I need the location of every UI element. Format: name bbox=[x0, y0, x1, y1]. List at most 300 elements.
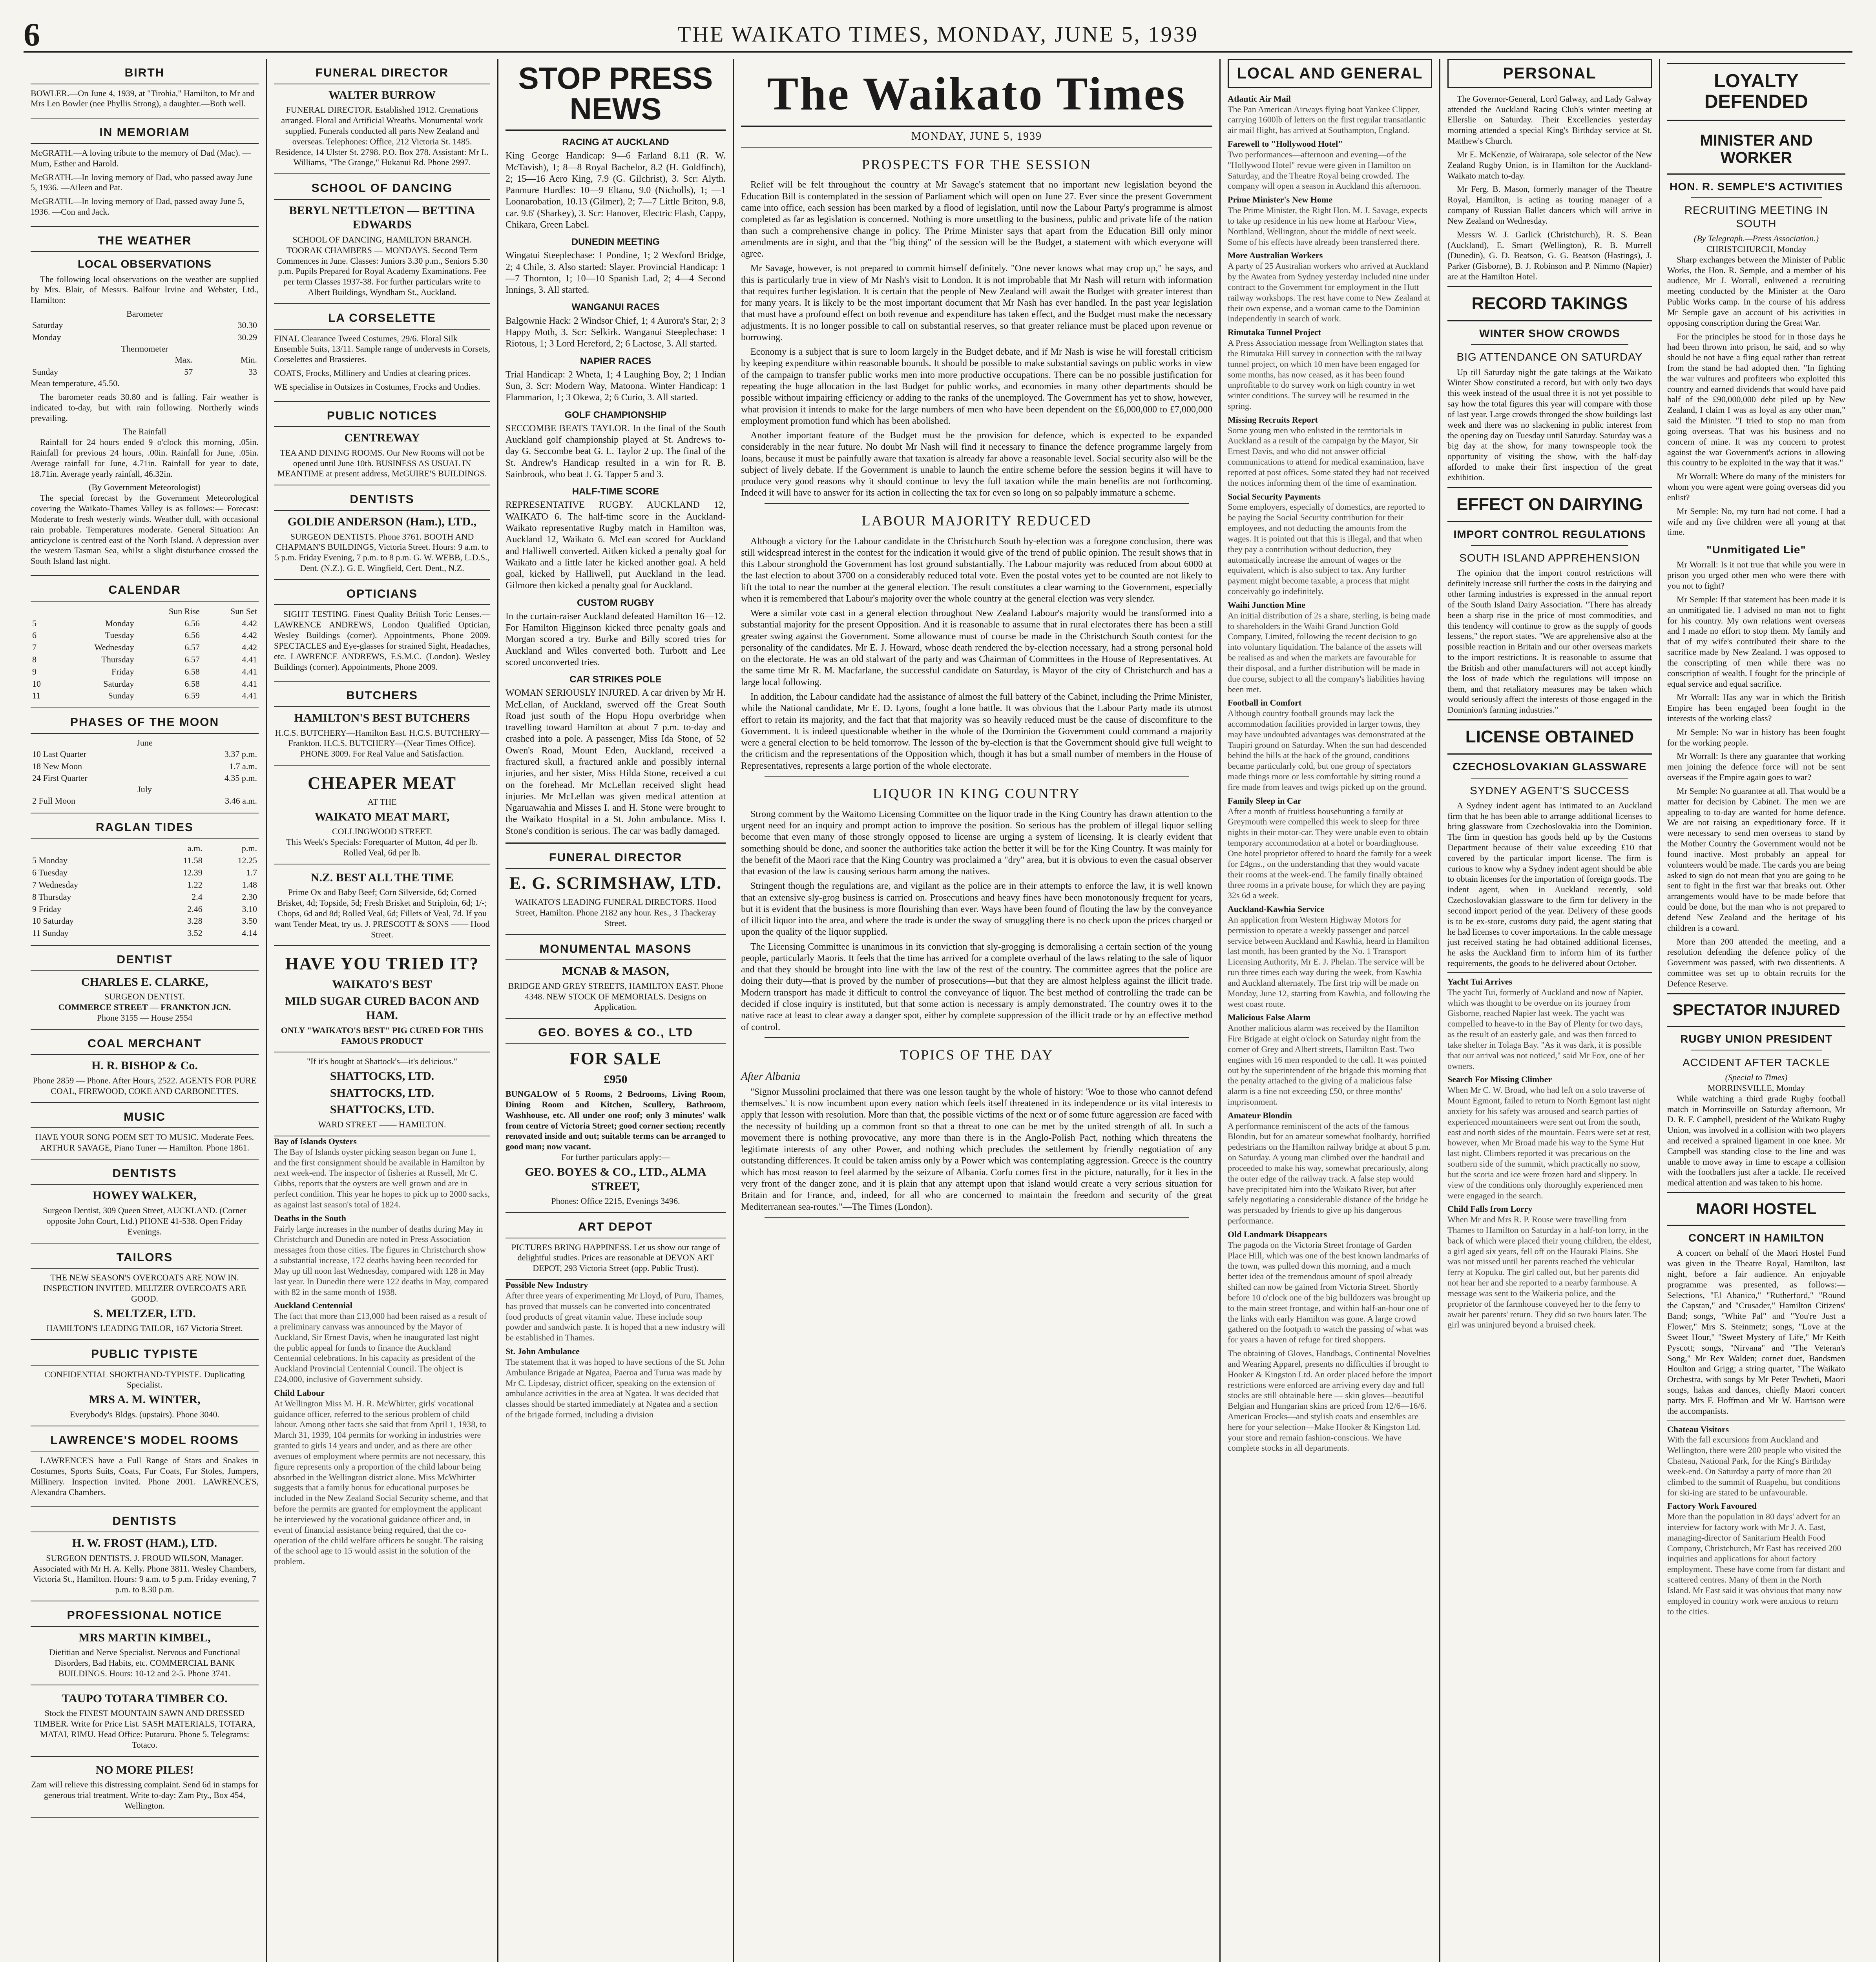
news-head: St. John Ambulance bbox=[505, 1346, 580, 1357]
memoriam-entry: McGRATH.—In loving memory of Dad, who passed away June 5, 1936. —Aileen and Pat. bbox=[31, 172, 253, 193]
news-head: Chateau Visitors bbox=[1667, 1424, 1729, 1434]
corselette-item: COATS, Frocks, Millinery and Undies at clearing prices. bbox=[274, 368, 471, 378]
stop-press-title: STOP PRESS NEWS bbox=[505, 59, 726, 131]
racing-head: GOLF CHAMPIONSHIP bbox=[564, 409, 667, 420]
dentist-phone: Phone 3155 — House 2554 bbox=[97, 1012, 193, 1023]
news-item bbox=[505, 1346, 726, 1420]
table-cell: 4.41 bbox=[242, 678, 257, 689]
funeral-title: FUNERAL DIRECTOR bbox=[505, 848, 726, 869]
news-body: An initial distribution of 2s a share, sterling, is being made to shareholders in the Waihi Grand Junction Gold Company, Limited, following the recent decision to go into voluntary liquidation. The balance of the assets will be realised as and when the markets are favourable for their disposal, and a further distribution will be made in due course, subject to all the company's liabilities having been met. bbox=[1228, 610, 1431, 694]
editorial-paragraph: Economy is a subject that is sure to loom largely in the Budget debate, and if Mr Nash is wise he will forestall criticism by keeping expenditure within reasonable bounds. It should be possible to make substantial savings on public works in view of the campaign to transfer public works men into more productive occupations. There can be no possible justification for repeating the huge allocation in the last Budget for public works, and economies in many other departments should be possible without impairing efficiency or adding to the ranks of the unemployed. The Government has yet to show, however, what provision it intends to make for the large numbers of men who have been dependent on the £6,000,000 to £7,000,000 employment promotion fund which has been abolished. bbox=[741, 347, 1212, 426]
table-cell: 4.35 p.m. bbox=[224, 773, 257, 783]
table-row bbox=[31, 618, 259, 630]
moon-table bbox=[31, 748, 259, 784]
news-item bbox=[1228, 904, 1432, 1009]
table-cell: 8 Thursday bbox=[32, 892, 71, 902]
typist-title: PUBLIC TYPISTE bbox=[31, 1344, 259, 1366]
shattock-ad bbox=[274, 1052, 490, 1136]
news-body: Fairly large increases in the number of deaths during May in Christchurch and Dunedin are noted in Press Association messages from those cities. The figures in Christchurch show a substantial increase, 172 deaths having been recorded for May up till noon last Wednesday, compared with 128 in May last year. In Dunedin there were 122 deaths in May, compared with 82 in the same month of 1938. bbox=[274, 1224, 488, 1297]
thermometer-label: Thermometer bbox=[121, 343, 168, 354]
news-body: A party of 25 Australian workers who arrived at Auckland by the Awatea from Sydney yesterday included nine under contract to the Government for employment in the Hutt railway workshops. The rest have come to New Zealand at their own expense, and a woman came to the Dominion independently in search of work. bbox=[1228, 261, 1431, 324]
mean-temperature: Mean temperature, 45.50. bbox=[31, 378, 120, 388]
news-body: When Mr C. W. Broad, who had left on a solo traverse of Mount Egmont, failed to return to North Egmont last night anxiety for his safety was aroused and search parties of experienced mountaineers were sent out from the south, east and north sides of the mountain. Fears were set at rest, however, when Mr Broad made his way to the Syme Hut last night. Climbers reported it was precarious on the southern side of the summit, which practically no snow, but the scoria and ice were frozen hard and slippery. In view of the conditions only thoroughly experienced men were engaged in the search. bbox=[1447, 1085, 1651, 1200]
dentist-address: COMMERCE STREET — FRANKTON JCN. bbox=[58, 1002, 231, 1012]
tides-title: RAGLAN TIDES bbox=[31, 817, 259, 839]
table-header bbox=[31, 842, 259, 855]
monumental-name: MCNAB & MASON, bbox=[562, 965, 669, 978]
table-cell: 1.22 bbox=[187, 879, 203, 890]
table-row bbox=[31, 927, 259, 939]
for-sale-text: BUNGALOW of 5 Rooms, 2 Bedrooms, Living Room, Dining Room and Kitchen, Scullery, Bathroom, Washhouse, etc. All under one roof; only 3 minutes' walk from centre of Victoria Street; good corner section; recently renovated inside and out; suitable terms can be arranged to good man; now vacant. bbox=[505, 1089, 726, 1152]
table-cell: 5 bbox=[32, 618, 36, 628]
loyalty-paragraph: Mr Semple: No, my turn had not come. I had a wife and my five children were all young at that time. bbox=[1667, 506, 1845, 537]
news-item bbox=[1228, 796, 1432, 901]
centreway-name: CENTREWAY bbox=[344, 431, 420, 445]
bacon-headline: HAVE YOU TRIED IT? bbox=[285, 954, 479, 974]
moon-section bbox=[31, 708, 259, 813]
loyalty-paragraph: Mr Semple: No war in history has been fought for the working people. bbox=[1667, 727, 1845, 748]
racing-block bbox=[505, 674, 726, 837]
table-row: Sunday 57 33 bbox=[32, 367, 257, 377]
music-text: HAVE YOUR SONG POEM SET TO MUSIC. Moderate Fees. ARTHUR SAVAGE, Piano Tuner — Hamilton. Phone 1861. bbox=[35, 1132, 254, 1153]
table-cell: 3.28 bbox=[187, 916, 203, 926]
divider bbox=[1471, 344, 1628, 345]
timber-ad bbox=[31, 1685, 259, 1757]
racing-block bbox=[505, 301, 726, 350]
editorial-headline: PROSPECTS FOR THE SESSION bbox=[861, 156, 1092, 172]
thermometer-table bbox=[31, 354, 259, 378]
table-cell: 7 Wednesday bbox=[32, 879, 78, 890]
news-body: The Pan American Airways flying boat Yankee Clipper, carrying 1600lb of letters on the first regular transatlantic air mail flight, has arrived at Southampton, England. bbox=[1228, 104, 1426, 135]
loyalty-subhead: "Unmitigated Lie" bbox=[1706, 543, 1806, 556]
typist-name: MRS A. M. WINTER, bbox=[89, 1393, 201, 1406]
col2-news bbox=[274, 1136, 490, 1567]
racing-head: CAR STRIKES POLE bbox=[569, 674, 662, 685]
page-number: 6 bbox=[24, 16, 40, 53]
professional-name: MRS MARTIN KIMBEL, bbox=[78, 1631, 211, 1644]
news-body: Some employers, especially of domestics, are reported to be paying the Social Security contribution for their employees, and not deducting the amounts from the wages. It is pointed out that this is illegal, and that when they pay a contribution without deduction, they automatically increase the amount of wages or the equivalent, which is also subject to tax. Any further payment might become taxable, a process that might conceivably go indefinitely. bbox=[1228, 502, 1425, 596]
rainfall-text: Rainfall for 24 hours ended 9 o'clock this morning, .05in. Rainfall for previous 24 hours, .00in. Rainfall for June, .05in. Average rainfall for June, 4.71in. Rainfall for year to date, 18.71in. Average yearly rainfall, 46.32in. bbox=[31, 437, 259, 479]
news-head: Old Landmark Disappears bbox=[1228, 1229, 1327, 1239]
racing-block bbox=[505, 597, 726, 669]
table-cell: 2.30 bbox=[242, 892, 257, 902]
racing-body: Balgownie Hack: 2 Windsor Chief, 1; 4 Aurora's Star, 2; 3 Happy Moth, 3. Scr: Selkirk. Wanganui Steeplechase: 1 Riotous, 1; 3 Lord Hereford, 2; 6 Lactose, 3. All started. bbox=[505, 315, 726, 349]
editorial-paragraph: Relief will be felt throughout the country at Mr Savage's statement that no important new legislation beyond the Education Bill is contemplated in the session of Parliament which will open on June 27. Ever since the present Government came into office, each session has been marked by a flood of legislation, until now the Labour Party's programme is almost completed as far as legislation is concerned. Nothing is more unsettling to the business, public and private life of the nation than such a comprehensive change in policy. The Prime Minister says that apart from the Education Bill only minor amendments are in sight, and that the "big thing" of the session will be the Budget, a statement with which everyone will agree. bbox=[741, 180, 1212, 259]
editorial-paragraph: Strong comment by the Waitomo Licensing Committee on the liquor trade in the King Country has drawn attention to the urgent need for an inquiry and prompt action to improve the position. So serious has the problem of illegal liquor selling become that even many of those strongly opposed to license are urging a system of licensing. It is clearly evident that something should be done, and sooner the authorities take action the better it will be for the King Country. It was mainly for the benefit of the Maori race that the King Country was proclaimed a "dry" area, but it is obvious to even the casual observer that evasion of the law is causing serious harm among the natives. bbox=[741, 809, 1212, 877]
coal-name: H. R. BISHOP & Co. bbox=[91, 1059, 198, 1072]
table-cell: 6.58 bbox=[184, 678, 200, 689]
table-header bbox=[31, 605, 259, 618]
table-cell: 11.58 bbox=[183, 855, 203, 866]
dairying-text: The opinion that the import control restrictions will definitely increase still further the costs in the dairying and other farming industries is expressed in the annual report of the South Island Dairy Association. "There has already been a sharp rise in the price of most commodities, and this tendency will continue to grow as the supply of goods lessens," the report states. "We are apprehensive also at the possible reaction in Britain and our other overseas markets to the import restrictions. It is reasonable to assume that the British and other manufacturers will not accept kindly the loss of trade which the regulations will impose on them, and that retaliatory measures may be taken which would seriously affect the interests of those engaged in the Dominion's farming industries." bbox=[1447, 568, 1652, 715]
racing-body: SECCOMBE BEATS TAYLOR. In the final of the South Auckland golf championship played at St. Andrews to-day G. Seccombe beat G. L. Taylor 2 up. The final of the St. Andrew's Handicap resulted in a win for R. B. Sainbrook, who beat J. G. Tapper 5 and 3. bbox=[505, 423, 726, 480]
shattock-address: WARD STREET —— HAMILTON. bbox=[318, 1120, 446, 1130]
news-body: Some young men who enlisted in the territorials in Auckland as a result of the campaign by the Mayor, Sir Ernest Davis, and who did not answer official communications to attend for medical examination, have reported at post offices. Some stated they had not received the notices informing them of the time of examination. bbox=[1228, 425, 1429, 488]
table-cell: 3.46 a.m. bbox=[225, 796, 257, 806]
barometer-table bbox=[31, 319, 259, 344]
bacon-brand: WAIKATO'S BEST bbox=[332, 978, 432, 991]
dancing-names: BERYL NETTLETON — BETTINA EDWARDS bbox=[289, 204, 475, 232]
racing-block bbox=[505, 137, 726, 231]
racing-block bbox=[505, 486, 726, 591]
news-item bbox=[1228, 1229, 1432, 1345]
racing-head: WANGANUI RACES bbox=[571, 302, 660, 313]
spectator-head: SPECTATOR INJURED bbox=[1667, 993, 1845, 1027]
record-takings-sub2: BIG ATTENDANCE ON SATURDAY bbox=[1456, 351, 1643, 363]
table-cell: Saturday bbox=[103, 678, 134, 689]
spectator-byline: (Special to Times) bbox=[1725, 1072, 1788, 1083]
table-cell: 12.25 bbox=[237, 855, 257, 866]
news-body: Although country football grounds may lack the accommodation facilities provided in larger towns, they may have undoubted advantages was demonstrated at the Taupiri ground on Saturday. When the sun had descended behind the hills at the back of the ground, conditions became particularly cold, but one group of spectators made things more or less comfortable by sitting round a fire made from leaves and twigs picked up on the ground. bbox=[1228, 708, 1427, 792]
table-cell: 5 Monday bbox=[32, 855, 68, 866]
news-item bbox=[1228, 1110, 1432, 1226]
barometer-note: The barometer reads 30.80 and is falling. Fair weather is indicated to-day, but with rain following. Northerly winds prevailing. bbox=[31, 392, 259, 423]
table-row bbox=[31, 748, 259, 760]
loyalty-paragraph: Mr Semple: If that statement has been made it is an unmitigated lie. I advised no man not to fight for his country. My own relations went overseas and I made no effort to stop them. My family and that of my wife's contributed their share to the sacrifice made by New Zealand. I was opposed to the conscripting of men while there was no conscription of wealth. I fought for the principle of equal service and equal sacrifice. bbox=[1667, 594, 1845, 689]
racing-block bbox=[505, 356, 726, 404]
table-cell: 8 bbox=[32, 655, 36, 664]
for-sale-phone: Phones: Office 2215, Evenings 3496. bbox=[551, 1196, 680, 1206]
editorial-paragraph: Although a victory for the Labour candidate in the Christchurch South by-election was a foregone conclusion, there was still widespread interest in the contest for the indication it would give of the trend of public opinion. The result shows that in this Labour stronghold the Government has lost ground substantially. The Labour majority was reduced from about 6000 at the last election to about 3700 on a considerably reduced total vote. Even the postal votes yet to be counted are not likely to lift the total to near the number at the general election. The result constitutes a clear warning to the Government, especially when it is remembered that Labour's majority over the whole country at the general election was very slender. bbox=[741, 536, 1212, 604]
table-cell: 9 bbox=[32, 666, 36, 676]
weather-subtitle: LOCAL OBSERVATIONS bbox=[77, 258, 212, 270]
moon-month: July bbox=[137, 784, 152, 795]
news-body: More than the population in 80 days' advert for an interview for factory work with Mr J. A. East, managing-director of Sanitarium Health Food Company, Christchurch, Mr East has received 200 inquiries and applications for about factory employment. These have come from far distant and scattered centres. Many of them in the North Island. Mr East said it was obvious that many now employed in country work were anxious to return to the cities. bbox=[1667, 1512, 1845, 1616]
news-body: An application from Western Highway Motors for permission to operate a weekly passenger and parcel service between Auckland and Kawhia, heard in Hamilton last month, has been granted by the No. 1 Transport Licensing Authority, Mr E. J. Phelan. The service will be run three times each way during the week, from Kawhia and Auckland alternately. The first trip will be made on Monday, June 12, starting from Kawhia, and following the west coast route. bbox=[1228, 914, 1431, 1009]
editorial-paragraph: Were a similar vote cast in a general election throughout New Zealand Labour's majority would be transformed into a substantial majority for the present Opposition. And it is reasonable to assume that in rural electorates there has been a still greater swing against the Government. Some allowance must of course be made in the Christchurch South contest for the personality of the candidates. Mr E. J. Howard, whose death rendered the by-election necessary, had a strong personal hold on the electorate. He was an old stalwart of the party and was Chairman of Committees in the House of Representatives. At the same time Mr R. M. Macfarlane, the successful candidate on Saturday, is Mayor of the city of Christchurch and has a large local following. bbox=[741, 608, 1212, 687]
loyalty-head2: MINISTER AND WORKER bbox=[1667, 125, 1845, 175]
table-row bbox=[31, 642, 259, 654]
bacon-text: ONLY "WAIKATO'S BEST" PIG CURED FOR THIS FAMOUS PRODUCT bbox=[281, 1025, 484, 1046]
weather-section bbox=[31, 227, 259, 576]
table-cell: 6.58 bbox=[184, 666, 200, 676]
nz-best-name: N.Z. BEST ALL THE TIME bbox=[310, 871, 454, 884]
table-row bbox=[31, 654, 259, 666]
music-title: MUSIC bbox=[31, 1107, 259, 1129]
table-cell: 1.7 bbox=[246, 868, 257, 878]
table-cell: 3.50 bbox=[242, 916, 257, 926]
table-cell: 9 Friday bbox=[32, 904, 61, 914]
table-cell: 4.42 bbox=[242, 618, 257, 628]
editorial-date: MONDAY, JUNE 5, 1939 bbox=[741, 127, 1212, 147]
racing-head: NAPIER RACES bbox=[580, 356, 651, 367]
news-head: Child Falls from Lorry bbox=[1447, 1204, 1533, 1214]
racing-block bbox=[505, 409, 726, 481]
personal-para: Messrs W. J. Garlick (Christchurch), R. S. Bean (Auckland), E. Smart (Wellington), R. B. Murrell (Dunedin), G. D. Beatson, G. G. Beatson (Hastings), J. Parker (Gisborne), B. J. Robinson and P. Nimmo (Napier) are at the Hamilton Hotel. bbox=[1447, 229, 1652, 282]
news-item bbox=[1228, 415, 1432, 489]
loyalty-paragraph: For the principles he stood for in those days he had been thrown into prison, he said, and so why should he not have a fling equal rather than retreat from the stand he had adopted then. "In fighting the war vultures and profiteers who exploited this country and earned dividends that would have paid half of the £90,000,000 debt piled up by New Zealand, I claim I was as loyal as any other man," said the Minister. "I tried to stop no man from going overseas. That was his business and no concern of mine. It was my concern to protest against the war Government's actions in allowing this country to be exploited in the way that it was." bbox=[1667, 331, 1845, 468]
table-cell: 10 bbox=[32, 678, 41, 689]
tides-table bbox=[31, 842, 259, 939]
calendar-title: CALENDAR bbox=[31, 580, 259, 602]
table-cell: Sunday bbox=[108, 691, 134, 701]
loyalty-byline: (By Telegraph.—Press Association.) bbox=[1694, 233, 1819, 244]
art-depot-text: PICTURES BRING HAPPINESS. Let us show our range of delightful studies. Prices are reasonable at DEVON ART DEPOT, 293 Victoria Street (opp. Public Trust). bbox=[511, 1242, 720, 1273]
music-ad bbox=[31, 1103, 259, 1160]
editorials bbox=[741, 156, 1212, 1218]
tailors-title: TAILORS bbox=[31, 1247, 259, 1269]
news-head: Rimutaka Tunnel Project bbox=[1228, 327, 1321, 337]
table-cell bbox=[31, 842, 150, 855]
dentists-title: DENTISTS bbox=[31, 1511, 259, 1533]
license-head: LICENSE OBTAINED bbox=[1447, 719, 1652, 755]
divider bbox=[1471, 778, 1628, 779]
news-item bbox=[1667, 1424, 1845, 1498]
typist-ad bbox=[31, 1340, 259, 1426]
editorial-paragraph: In addition, the Labour candidate had the assistance of almost the full battery of the Cabinet, including the Prime Minister, while the National candidate, Mr E. D. Lyons, fought a lone battle. It was obvious that the Labour Party made its utmost effort to retain its majority, and the fact that that majority was so heavily reduced must be the cause of discomfiture to the Government. It is indeed questionable whether in the whole of the Dominion the Government could command a majority were a general election to be held tomorrow. The lesson of the by-election is that the Government should give full weight to the criticism and the representations of the Opposition which, though it has but a small number of members in the House of Representatives, represents a large portion of the whole electorate. bbox=[741, 691, 1212, 771]
dentists-title: DENTISTS bbox=[274, 489, 490, 511]
news-head: Amateur Blondin bbox=[1228, 1110, 1292, 1120]
table-row bbox=[31, 795, 259, 807]
racing-head: RACING AT AUCKLAND bbox=[562, 137, 669, 148]
table-row: Saturday 30.30 bbox=[32, 320, 257, 330]
loyalty-head: LOYALTY DEFENDED bbox=[1667, 63, 1845, 121]
news-body: The Prime Minister, the Right Hon. M. J. Savage, expects to take up residence in his new home at Harbour View, Northland, Wellington, about the middle of next week. Some of his effects have already been transferred there. bbox=[1228, 205, 1427, 247]
editorial-paragraph: Stringent though the regulations are, and vigilant as the police are in their attempts to enforce the law, it is well known that an extensive sly-grog business is carried on. Prosecutions and heavy fines have been monotonously frequent for years, but it is evident that the business is more flourishing than ever. Ways have been found of flouting the law by the conveyance of illicit liquor into the area, and where the trade is under the sway of smuggling there is no check upon the prices charged or upon the quality of the liquor supplied. bbox=[741, 881, 1212, 937]
editorial-headline: LIQUOR IN KING COUNTRY bbox=[873, 785, 1080, 801]
public-notices bbox=[274, 402, 490, 486]
tailors-name: S. MELTZER, LTD. bbox=[93, 1307, 196, 1320]
typist-address: Everybody's Bldgs. (upstairs). Phone 3040. bbox=[70, 1409, 219, 1419]
table-cell: 4.41 bbox=[242, 666, 257, 676]
editorial-paragraph: "Signor Mussolini proclaimed that there was one lesson taught by the whole of history: 'Woe to those who cannot defend themselves.' It is now incumbent upon every nation which feels itself threatened in its independence or its vital interests to apply that lesson with resolution. More than that, the possible victims of the next or of some future aggression are faced with the necessity of building up a common front so that a threat to one can be met by the united strength of all. In such a movement there is nothing provocative, any more than there is in the Anglo-Polish Pact, nothing which threatens the legitimate interests of any other Power, and nothing which precludes the settlement by friendly negotiation of any outstanding differences. It could be taken amiss only by a Power which was contemplating aggression. Greece is the country which has most reason to feel alarmed by the seizure of Albania. Corfu comes first in the picture, naturally, for it lies in the very front of the danger zone, and it is plain that any attempt upon that island would create a very serious situation for Britain and for France, and, indeed, for all who are concerned to maintain the freedom and security of the great Mediterranean sea-routes."—The Times (London). bbox=[741, 1087, 1212, 1212]
news-head: Auckland-Kawhia Service bbox=[1228, 904, 1325, 914]
news-head: Factory Work Favoured bbox=[1667, 1501, 1757, 1511]
corselette-title: LA CORSELETTE bbox=[274, 308, 490, 330]
news-body: The statement that it was hoped to have sections of the St. John Ambulance Brigade at Ngatea, Paeroa and Turua was made by Mr C. Lipdesay, district officer, speaking on the extension of ambulance activities in the area at Ngatea. It was decided that classes should be started immediately at Ngatea and a section of the brigade formed, including a division bbox=[505, 1357, 724, 1419]
frost-dentist-ad bbox=[31, 1507, 259, 1602]
nz-best-text: Prime Ox and Baby Beef; Corn Silverside, 6d; Corned Brisket, 4d; Topside, 5d; Fresh Brisket and Striploin, 6d; 1/-; Chops, 6d and 8d; Rolled Veal, 6d; Fillets of Veal, 7d. If you want Tender Meat, try us. J. PRESCOTT & SONS —— Hood Street. bbox=[274, 887, 490, 939]
loyalty-paragraph: Mr Semple: No guarantee at all. That would be a matter for decision by Cabinet. The men we are appealing to to-day are wanted for home defence. We are not raising an expeditionary force. If it were necessary to send men overseas to stand by the Mother Country the Government would not be found inactive. Most probably an appeal for volunteers would be made. The cards you are being asked to sign do not mean that you are going to be sent to fight in the first war that breaks out. Other arrangements would have to be made before that could be done, but the man who is not prepared to defend New Zealand and the heritage of his children is a coward. bbox=[1667, 786, 1845, 933]
birth-notice: BOWLER.—On June 4, 1939, at "Tirohia," Hamilton, to Mr and Mrs Len Bowler (nee Phyllis Strong), a daughter.—Both well. bbox=[31, 88, 255, 109]
typist-text: CONFIDENTIAL SHORTHAND-TYPISTE. Duplicating Specialist. bbox=[44, 1369, 245, 1390]
column-editorial bbox=[734, 59, 1221, 1962]
table-row bbox=[31, 855, 259, 867]
table-cell: 2 Full Moon bbox=[32, 796, 76, 806]
news-body: The pagoda on the Victoria Street frontage of Garden Place Hill, which was one of the best known landmarks of the town, was pulled down this morning, and a much better idea of the tremendous amount of spoil already shifted can now be gained from Victoria Street. Shortly before 10 o'clock one of the big bulldozers was brought up to the main street frontage, and within half-an-hour one of the links with early Hamilton was gone. A large crowd gathered on the footpath to watch the passing of what was for years a haven of refuge for tired shoppers. bbox=[1228, 1240, 1431, 1345]
art-depot-title: ART DEPOT bbox=[505, 1217, 726, 1238]
corselette-item: FINAL Clearance Tweed Costumes, 29/6. Floral Silk Ensemble Suits, 13/11. Sample range of undervests in Corsets, Corselettes and Brassieres. bbox=[274, 333, 490, 365]
memoriam-title: IN MEMORIAM bbox=[31, 122, 259, 144]
news-item bbox=[1228, 139, 1432, 191]
calendar-table bbox=[31, 605, 259, 702]
spectator-dateline: MORRINSVILLE, Monday bbox=[1707, 1083, 1805, 1093]
dentist-ad bbox=[31, 946, 259, 1030]
table-cell: 4.42 bbox=[242, 642, 257, 653]
loyalty-paragraph: Mr Worrall: Where do many of the ministers for whom you were agent were going overseas did you enlist? bbox=[1667, 471, 1845, 502]
news-head: Missing Recruits Report bbox=[1228, 414, 1318, 425]
opticians-ad bbox=[274, 580, 490, 682]
column-advertisements bbox=[267, 59, 498, 1962]
table-row bbox=[31, 629, 259, 642]
barometer-label: Barometer bbox=[126, 309, 163, 319]
table-cell: 11 Sunday bbox=[32, 928, 69, 938]
col7-news bbox=[1667, 1420, 1845, 1617]
meat-mart-street: COLLINGWOOD STREET. bbox=[332, 826, 432, 837]
table-row bbox=[31, 915, 259, 927]
moon-table bbox=[31, 795, 259, 807]
table-cell: 3.10 bbox=[242, 904, 257, 914]
birth-section bbox=[31, 59, 259, 119]
corselette-item: WE specialise in Outsizes in Costumes, Frocks and Undies. bbox=[274, 381, 480, 392]
col3-news bbox=[505, 1280, 726, 1420]
stop-press-body bbox=[505, 137, 726, 837]
news-head: Farewell to "Hollywood Hotel" bbox=[1228, 139, 1343, 149]
moon-month: June bbox=[137, 737, 153, 748]
dairying-head: EFFECT ON DAIRYING bbox=[1447, 487, 1652, 522]
dentist-walker-name: HOWEY WALKER, bbox=[92, 1189, 197, 1202]
news-body: A performance reminiscent of the acts of the famous Blondin, but for an amateur somewhat foolhardy, horrified pedestrians on the Hamilton railway bridge at about 5 p.m. on Saturday. A young man climbed over the handrail and proceeded to make his way, somewhat precariously, along the outer edge of the railway track. A false step would have precipitated him into the Waikato River, but after safely negotiating a considerable distance of the bridge he was persuaded by friends to give up his dangerous performance. bbox=[1228, 1121, 1431, 1226]
funeral-name: WALTER BURROW bbox=[328, 88, 436, 102]
maori-hostel-sub: CONCERT IN HAMILTON bbox=[1688, 1232, 1825, 1244]
table-cell: 10 Last Quarter bbox=[32, 749, 87, 759]
nz-best-ad bbox=[274, 864, 490, 946]
timber-text: Stock the FINEST MOUNTAIN SAWN AND DRESSED TIMBER. Write for Price List. SASH MATERIALS, TOTARA, MATAI, RIMU. Head Office: Putaruru. Phone 5. Telegrams: Totaco. bbox=[34, 1708, 255, 1750]
table-cell: 24 First Quarter bbox=[32, 773, 88, 783]
table-cell: 2.4 bbox=[192, 892, 203, 902]
meat-headline: CHEAPER MEAT bbox=[308, 773, 456, 793]
for-sale-head: FOR SALE bbox=[569, 1048, 662, 1068]
news-item bbox=[1447, 1204, 1652, 1330]
opticians-text: SIGHT TESTING. Finest Quality British Toric Lenses.—LAWRENCE ANDREWS, London Qualified Optician, Wesley Buildings (corner). Appointments, Phone 2009. SPECTACLES and Eye-glasses for strained Sight, Headaches, etc. LAWRENCE ANDREWS, F.S.M.C. (London). Wesley Buildings (corner). Appointments, Phone 2009. bbox=[274, 609, 490, 672]
tailors-address: HAMILTON'S LEADING TAILOR, 167 Victoria Street. bbox=[46, 1323, 243, 1333]
memoriam-entry: McGRATH.—A loving tribute to the memory of Dad (Mac). —Mum, Esther and Harold. bbox=[31, 148, 251, 168]
scrimshaw-text: WAIKATO'S LEADING FUNERAL DIRECTORS. Hood Street, Hamilton. Phone 2182 any hour. Res., 3 Thackeray Street. bbox=[515, 897, 716, 928]
news-body: Two performances—afternoon and evening—of the "Hollywood Hotel" revue were given in Hamilton on Saturday, and the Theatre Royal being crowded. The company will open a season in Auckland this afternoon. bbox=[1228, 149, 1422, 191]
license-text: A Sydney indent agent has intimated to an Auckland firm that he has been able to arrange additional licenses to bring glassware from Czechoslovakia into the Dominion. The firm in question has goods held up by the Customs Department because of their value exceeding £10 that covered by the particular import license. The firm is curious to know why a Sydney indent agent should be able to obtain licenses for the importation of foreign goods. The indent agent, when in Auckland recently, sold Czechoslovakian glassware to the firm for delivery in the second import period of the year. Delivery of these goods is to be ex-store, customs duty paid, the agent stating that he had licenses to cover importations. In the cable message just received stating he had obtained additional licenses, he asks the Auckland firm to inform him of its further requirements, the goods to be delivered about October. bbox=[1447, 800, 1652, 968]
hamilton-butchers-text: H.C.S. BUTCHERY—Hamilton East. H.C.S. BUTCHERY—Frankton. H.C.S. BUTCHERY—(Near Times Office). PHONE 3009. For Real Value and Satisfaction. bbox=[275, 728, 489, 759]
column-personal bbox=[1440, 59, 1660, 1962]
table-cell: 6.57 bbox=[184, 655, 200, 664]
news-body: The fact that more than £13,000 had been raised as a result of a preliminary canvass was announced by the Mayor of Auckland, Sir Ernest Davis, when he inaugurated last night the public appeal for funds to finance the Auckland Centennial celebrations. In his capacity as president of the Auckland Provincial Centennial Council. The object is £24,000, inclusive of Government subsidy. bbox=[274, 1311, 487, 1384]
goldie-text: SURGEON DENTISTS. Phone 3761. BOOTH AND CHAPMAN'S BUILDINGS, Victoria Street. Hours: 9 a.m. to 5 p.m. Friday Evening, 7 p.m. to 8 p.m. G. W. WEBB, L.D.S., Dent. (N.Z.). G. E. Wingfield, Cert. Dent., N.Z. bbox=[274, 531, 490, 573]
news-item bbox=[1228, 1348, 1432, 1453]
news-item bbox=[505, 1280, 726, 1343]
loyalty-sub2: RECRUITING MEETING IN SOUTH bbox=[1684, 204, 1829, 230]
table-row bbox=[31, 690, 259, 702]
table-cell: 18 New Moon bbox=[32, 761, 82, 771]
rainfall-label: The Rainfall bbox=[123, 427, 166, 437]
news-body: Another malicious alarm was received by the Hamilton Fire Brigade at eight o'clock on Saturday night from the corner of Grey and Albert streets, Hamilton East. Two engines with 16 men responded to the call. It was pointed out by the superintendent of the brigade this morning that the penalty attached to the giving of a malicious false alarm is a fine not exceeding £50, or three months' imprisonment. bbox=[1228, 1023, 1427, 1107]
maori-hostel-text: A concert on behalf of the Maori Hostel Fund was given in the Theatre Royal, Hamilton, last night, before a fair audience. An enjoyable programme was presented, as follows:—Selections, "El Abanico," "Rutherford," "Round the Capstan," and "Crusader," Hamilton Citizens' Band; songs, "White Pal" and "You're Just a Flower," Mrs S. Steinmetz; songs, "Love at the Sweet Hour," "Sweet Mystery of Life," Mr Keith Pyscott; songs, "Nirvana" and "The Veteran's Song," Mr Rex Walden; cornet duet, Bandsmen Houlton and Grigg; a string quartet, "The Waikato Orchestra, with songs by Mr Peter Tewheti, Maori songs, hakas and dances, chiefly Maori concert party. Mrs F. Hoffman and Mr W. Harrison were the accompanists. bbox=[1667, 1248, 1845, 1416]
table-cell: Sun Rise bbox=[168, 606, 200, 616]
table-cell: 6.56 bbox=[184, 618, 200, 628]
lawrence-title: LAWRENCE'S MODEL ROOMS bbox=[31, 1430, 259, 1452]
loyalty-paragraph: Mr Worrall: Is it not true that while you were in prison you urged other men who were there with you not to fight? bbox=[1667, 560, 1845, 591]
coal-text: Phone 2859 — Phone. After Hours, 2522. AGENTS FOR PURE COAL, FIREWOOD, COKE AND CARBONETTES. bbox=[33, 1075, 257, 1096]
bacon-ad bbox=[274, 946, 490, 1052]
racing-block bbox=[505, 236, 726, 296]
loyalty-paragraph: More than 200 attended the meeting, and a resolution defending the defence policy of the Government was passed, with two dissentients. A committee was set up to obtain recruits for the Defence Reserve. bbox=[1667, 936, 1845, 988]
table-cell: 6.59 bbox=[184, 691, 200, 701]
timber-name: TAUPO TOTARA TIMBER CO. bbox=[62, 1692, 228, 1705]
table-cell: 4.14 bbox=[242, 928, 257, 938]
bacon-product: MILD SUGAR CURED BACON AND HAM. bbox=[285, 994, 480, 1022]
news-head: Family Sleep in Car bbox=[1228, 795, 1301, 806]
table-cell: 3.52 bbox=[187, 928, 203, 938]
table-row bbox=[31, 867, 259, 879]
table-row bbox=[31, 772, 259, 784]
table-cell bbox=[31, 605, 53, 618]
news-item bbox=[1228, 1012, 1432, 1107]
scrimshaw-ad bbox=[505, 842, 726, 935]
funeral-ad bbox=[274, 59, 490, 174]
news-head: Prime Minister's New Home bbox=[1228, 195, 1332, 205]
editorial-paragraph: The Licensing Committee is unanimous in its conviction that sly-grogging is demoralising a certain section of the young people, particularly Maoris. It feels that the time has arrived for a complete overhaul of the laws relating to the sale of liquor and that they should be brought into line with the law of the rest of the country. The committee agrees that the police are doing their duty—that is proved by the number of prosecutions—but that they are almost helpless against the illicit trade. Modern transport has made it difficult to control the conveyance of liquor. The best method of controlling the trade can be decided if close inquiry is instituted, but that some action is necessary is amply demonstrated. The country owes it to the native race at least to clear away a danger spot, either by complete suppression of the illicit trade or by an effective method of control. bbox=[741, 941, 1212, 1032]
news-item bbox=[274, 1136, 490, 1210]
record-takings-head: RECORD TAKINGS bbox=[1447, 286, 1652, 321]
news-item bbox=[274, 1388, 490, 1567]
lawrence-text: LAWRENCE'S have a Full Range of Stars and Snakes in Costumes, Sports Suits, Coats, Fur Coats, Fur Stoles, Jumpers, Millinery. Inspection invited. Phone 2001. LAWRENCE'S, Alexandra Chambers. bbox=[31, 1455, 259, 1497]
table-cell: 1.7 a.m. bbox=[229, 761, 257, 771]
news-head: Malicious False Alarm bbox=[1228, 1012, 1311, 1023]
editorial-headline: LABOUR MAJORITY REDUCED bbox=[861, 512, 1092, 529]
frost-text: SURGEON DENTISTS. J. FROUD WILSON, Manager. Associated with Mr H. A. Kelly. Phone 3811. Wesley Chambers, Victoria St., Hamilton. Hours: 9 a.m. to 5 p.m. Friday evening, 7 p.m. to 8.30 p.m. bbox=[33, 1553, 256, 1595]
monumental-title: MONUMENTAL MASONS bbox=[505, 939, 726, 961]
loyalty-paragraph: Mr Worrall: Is there any guarantee that working men joining the defence force will not be sent overseas if the Empire again goes to war? bbox=[1667, 751, 1845, 782]
opticians-title: OPTICIANS bbox=[274, 584, 490, 605]
news-item bbox=[1228, 492, 1432, 597]
weather-title: THE WEATHER bbox=[31, 231, 259, 252]
local-general-title: LOCAL AND GENERAL bbox=[1228, 59, 1432, 88]
for-sale-apply: For further particulars apply:— bbox=[561, 1152, 670, 1162]
dairying-sub: IMPORT CONTROL REGULATIONS bbox=[1453, 528, 1646, 541]
racing-body: REPRESENTATIVE RUGBY. AUCKLAND 12, WAIKATO 6. The half-time score in the Auckland-Waikato representative Rugby match in Hamilton was, Auckland 12, Waikato 6. McLean scored for Auckland and Halliwell converted. Aitken kicked a penalty goal for Waikato and a little later he kicked another goal. A held goal, kicked by Halliwell, put Auckland in the lead. Gilmore then kicked a penalty goal for Auckland. bbox=[505, 500, 726, 591]
loyalty-sub: HON. R. SEMPLE'S ACTIVITIES bbox=[1670, 180, 1843, 193]
table-cell: 6 Tuesday bbox=[32, 868, 68, 878]
professional-text: Dietitian and Nerve Specialist. Nervous and Functional Disorders, Bad Habits, etc. COMMERCIAL BANK BUILDINGS. Hours: 10-12 and 2-5. Phone 3741. bbox=[49, 1647, 240, 1678]
piles-title: NO MORE PILES! bbox=[95, 1763, 194, 1776]
news-head: Search For Missing Climber bbox=[1447, 1074, 1552, 1085]
news-item bbox=[1228, 94, 1432, 136]
hamilton-butchers-name: HAMILTON'S BEST BUTCHERS bbox=[294, 711, 470, 724]
table-row bbox=[31, 879, 259, 891]
shattock-line: SHATTOCKS, LTD. bbox=[330, 1086, 434, 1100]
table-cell: 10 Saturday bbox=[32, 916, 74, 926]
professional-title: PROFESSIONAL NOTICE bbox=[31, 1605, 259, 1627]
piles-ad bbox=[31, 1757, 259, 1818]
loyalty-paras bbox=[1667, 255, 1845, 989]
table-cell: Sun Set bbox=[230, 606, 257, 616]
art-depot-ad bbox=[505, 1213, 726, 1280]
news-item bbox=[274, 1213, 490, 1298]
goldie-name: GOLDIE ANDERSON (Ham.), LTD., bbox=[287, 515, 477, 528]
table-cell: 12.39 bbox=[183, 868, 203, 878]
funeral-title: FUNERAL DIRECTOR bbox=[274, 63, 490, 84]
dentists-title: DENTISTS bbox=[31, 1163, 259, 1185]
public-notices-title: PUBLIC NOTICES bbox=[274, 406, 490, 427]
calendar-section bbox=[31, 576, 259, 708]
table-header: Max. Min. bbox=[175, 355, 257, 365]
racing-body: Trial Handicap: 2 Wheta, 1; 4 Laughing Boy, 2; 1 Indian Sun, 3. Scr: Modern Way, Matoona. Winter Handicap: 1 Flammarion, 1; 3 Okewa, 2; 6 Curio, 3. All started. bbox=[505, 369, 726, 403]
scrimshaw-name: E. G. SCRIMSHAW, LTD. bbox=[509, 873, 722, 893]
paper-title: The Waikato Times bbox=[741, 59, 1212, 127]
lawrence-ad bbox=[31, 1426, 259, 1507]
tailors-text: THE NEW SEASON'S OVERCOATS ARE NOW IN. INSPECTION INVITED. MELTZER OVERCOATS ARE GOOD. bbox=[43, 1273, 246, 1304]
news-body: At Wellington Miss M. H. R. McWhirter, girls' vocational guidance officer, referred to the serious problem of child labour. Among other facts she said that from April 1, 1938, to March 31, 1939, 104 permits for working in industries were granted to girls 14 years and under, and as there are other avenues of employment where permits are not necessary, this figure represents only a proportion of the child labour being absorbed in the Wellington district alone. Miss McWhirter suggests that a family bonus for educational purposes be included in the New Zealand Social Security scheme, and that before the permits are granted for employment the applicant be interviewed by the vocational guidance officer and, in event of financial assistance being required, that the co-operation of the child welfare officers be sought. The raising of the school age to 15 would assist in the solution of the problem. bbox=[274, 1398, 489, 1566]
news-head: Child Labour bbox=[274, 1388, 325, 1398]
table-cell: 11 bbox=[32, 691, 41, 701]
for-sale-ad bbox=[505, 1019, 726, 1213]
racing-head: DUNEDIN MEETING bbox=[571, 237, 660, 248]
personal-para: The Governor-General, Lord Galway, and Lady Galway attended the Auckland Racing Club's winter meeting at Ellerslie on Saturday. Their Excellencies yesterday morning attended a special King's Birthday service at St. Matthew's Church. bbox=[1447, 93, 1652, 146]
for-sale-agent: GEO. BOYES & CO., LTD., ALMA STREET, bbox=[525, 1165, 706, 1193]
meat-mart-name: WAIKATO MEAT MART, bbox=[314, 810, 450, 823]
news-head: Auckland Centennial bbox=[274, 1300, 352, 1311]
table-row bbox=[31, 666, 259, 678]
dentist-walker-text: Surgeon Dentist, 309 Queen Street, AUCKLAND. (Corner opposite John Court, Ltd.) PHONE 41-538. Open Friday Evenings. bbox=[43, 1205, 246, 1236]
news-item bbox=[1228, 327, 1432, 412]
